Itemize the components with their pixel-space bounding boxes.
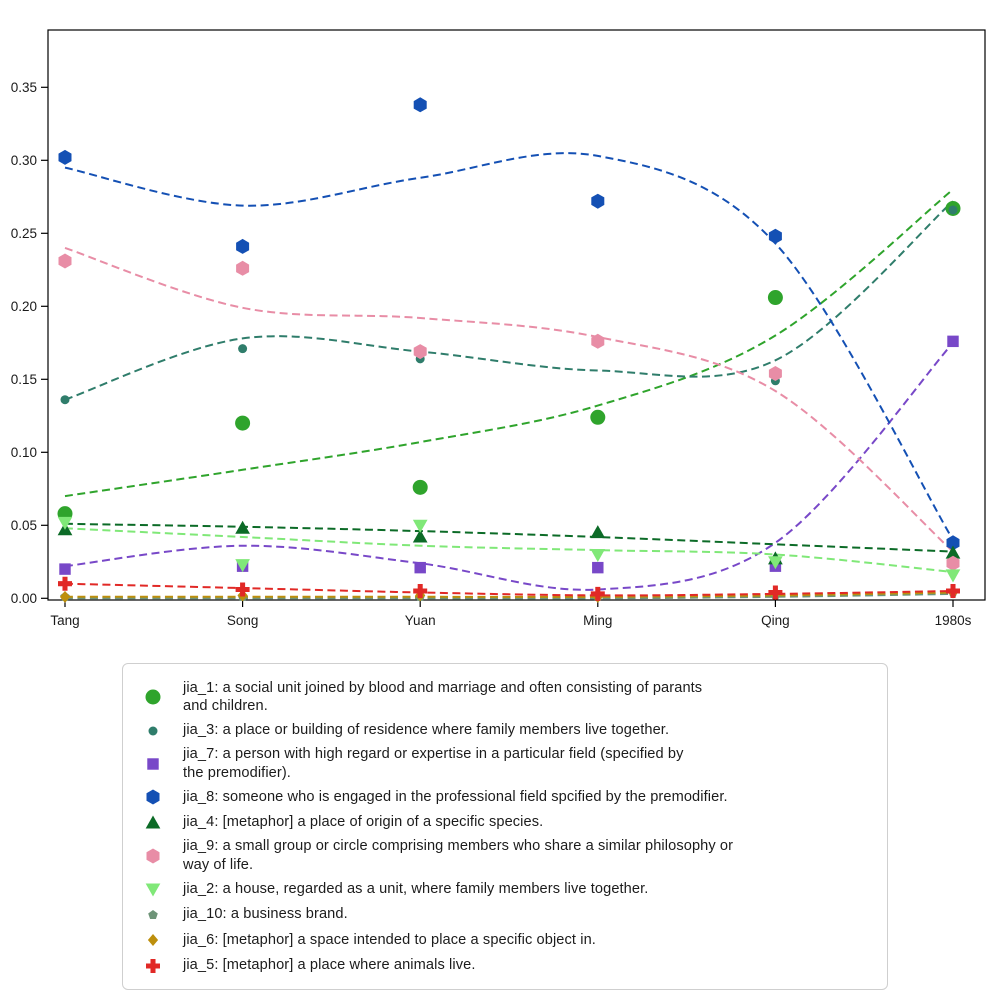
legend-label-jia_5: jia_5: [metaphor] a place where animals live. — [183, 957, 476, 974]
legend-label-jia_8: jia_8: someone who is engaged in the professional field spcified by the premodifier. — [183, 788, 728, 805]
jia_5-marker-glyph — [142, 955, 164, 977]
point-jia_8-Ming — [591, 194, 604, 209]
point-jia_3-Song — [238, 344, 247, 353]
legend-label-jia_6: jia_6: [metaphor] a space intended to place a specific object in. — [183, 931, 596, 948]
jia_8-legend-marker — [147, 790, 160, 805]
x-tick-label: Song — [226, 613, 259, 628]
jia_1-marker-icon — [123, 686, 183, 708]
legend-label-jia_7: jia_7: a person with high regard or expertise in a particular field (specified by the premodifier). — [183, 746, 684, 781]
point-jia_3-Tang — [61, 395, 70, 404]
point-jia_1-Qing — [768, 290, 783, 305]
y-axis — [11, 80, 48, 606]
jia_9-marker-glyph — [142, 845, 164, 867]
x-tick-label: Tang — [50, 613, 80, 628]
legend-item-jia_7 — [123, 745, 879, 783]
point-jia_6-Tang — [60, 591, 70, 603]
y-tick-label: 0.15 — [10, 371, 37, 387]
jia_6-marker-icon — [123, 929, 183, 951]
legend-label-jia_9: jia_9: a small group or circle comprising members who share a similar philosophy or way of life. — [183, 838, 734, 873]
legend-item-jia_9 — [123, 837, 879, 875]
series-points-jia_3 — [61, 205, 958, 404]
y-tick-label: 0.00 — [10, 590, 37, 606]
legend-item-jia_4 — [123, 812, 879, 834]
jia_4-legend-marker — [146, 815, 161, 828]
legend-label-jia_10: jia_10: a business brand. — [183, 906, 348, 923]
legend-item-jia_3 — [123, 720, 879, 742]
legend-item-jia_5 — [123, 955, 879, 977]
legend-label-jia_3: jia_3: a place or building of residence where family members live together. — [183, 722, 670, 739]
x-axis — [50, 600, 971, 628]
jia_10-legend-marker — [148, 910, 158, 919]
series-points-jia_4 — [58, 521, 961, 565]
point-jia_1-Ming — [590, 410, 605, 425]
y-tick-label: 0.20 — [10, 298, 37, 314]
point-jia_2-1980s — [946, 569, 961, 582]
y-tick-label: 0.25 — [10, 225, 37, 241]
jia_6-marker-glyph — [142, 929, 164, 951]
jia_7-marker-glyph — [142, 753, 164, 775]
legend-item-jia_10 — [123, 904, 879, 926]
point-jia_9-Tang — [59, 254, 72, 269]
chart-legend — [122, 663, 888, 990]
series-points-jia_1 — [58, 201, 961, 521]
jia_4-marker-icon — [123, 812, 183, 834]
point-jia_7-Ming — [592, 562, 603, 573]
point-jia_3-1980s — [949, 205, 958, 214]
jia_7-marker-icon — [123, 753, 183, 775]
jia_2-legend-marker — [146, 884, 161, 897]
jia_3-marker-glyph — [142, 720, 164, 742]
legend-label-jia_2: jia_2: a house, regarded as a unit, where family members live together. — [183, 880, 649, 897]
trend-line-jia_9 — [65, 248, 953, 552]
jia_9-marker-icon — [123, 845, 183, 867]
y-tick-label: 0.35 — [10, 79, 37, 95]
jia_3-legend-marker — [149, 726, 158, 735]
trend-line-jia_5 — [65, 584, 953, 596]
legend-item-jia_6 — [123, 929, 879, 951]
jia_10-marker-glyph — [142, 904, 164, 926]
jia_9-legend-marker — [147, 848, 160, 863]
point-jia_5-Tang — [58, 577, 72, 591]
jia_8-marker-glyph — [142, 786, 164, 808]
jia_1-legend-marker — [146, 690, 161, 705]
legend-label-jia_4: jia_4: [metaphor] a place of origin of a specific species. — [183, 814, 544, 831]
point-jia_7-1980s — [947, 336, 958, 347]
x-tick-label: Ming — [583, 613, 613, 628]
point-jia_2-Ming — [590, 549, 605, 562]
jia_4-marker-glyph — [142, 812, 164, 834]
jia_7-legend-marker — [147, 758, 158, 769]
jia_10-marker-icon — [123, 904, 183, 926]
trend-line-jia_8 — [65, 153, 953, 540]
point-jia_9-Song — [236, 261, 249, 276]
plot-frame — [48, 30, 985, 600]
point-jia_7-Yuan — [414, 562, 425, 573]
legend-item-jia_1 — [123, 679, 879, 717]
jia_8-marker-icon — [123, 786, 183, 808]
legend-item-jia_2 — [123, 878, 879, 900]
point-jia_8-Tang — [59, 150, 72, 165]
point-jia_9-Qing — [769, 366, 782, 381]
point-jia_8-Yuan — [414, 97, 427, 112]
point-jia_1-Yuan — [413, 480, 428, 495]
point-jia_4-Ming — [590, 525, 605, 538]
point-jia_5-1980s — [946, 584, 960, 598]
trend-line-jia_1 — [65, 190, 953, 497]
jia_5-legend-marker — [146, 959, 160, 973]
jia_2-marker-glyph — [142, 878, 164, 900]
jia_2-marker-icon — [123, 878, 183, 900]
y-tick-label: 0.10 — [10, 444, 37, 460]
x-tick-label: Qing — [761, 613, 790, 628]
y-tick-label: 0.30 — [10, 152, 37, 168]
point-jia_9-Yuan — [414, 344, 427, 359]
legend-item-jia_8 — [123, 786, 879, 808]
jia_5-marker-icon — [123, 955, 183, 977]
trend-line-jia_7 — [65, 343, 953, 590]
point-jia_8-Qing — [769, 229, 782, 244]
point-jia_7-Tang — [59, 563, 70, 574]
point-jia_5-Song — [236, 583, 250, 597]
series-points-jia_7 — [59, 336, 958, 575]
point-jia_8-Song — [236, 239, 249, 254]
legend-label-jia_1: jia_1: a social unit joined by blood and marriage and often consisting of parants and children. — [183, 679, 703, 715]
x-tick-label: 1980s — [934, 613, 972, 628]
jia_3-marker-icon — [123, 720, 183, 742]
jia_1-marker-glyph — [142, 686, 164, 708]
y-tick-label: 0.05 — [10, 517, 37, 533]
trend-line-jia_3 — [65, 201, 953, 400]
jia_6-legend-marker — [148, 934, 158, 946]
x-tick-label: Yuan — [404, 613, 436, 628]
point-jia_1-Song — [235, 416, 250, 431]
